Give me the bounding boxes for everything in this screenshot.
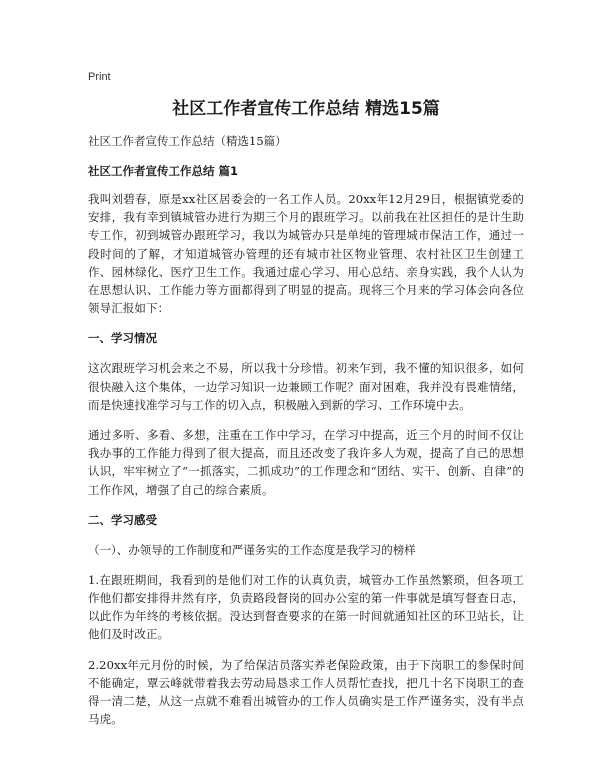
section-title: 社区工作者宣传工作总结 篇1 — [88, 164, 239, 178]
paragraph-feeling-1: 1.在跟班期间，我看到的是他们对工作的认真负责，城管办工作虽然繁琐，但各项工作他们都安排得井然有序，负责路段督岗的回办公室的第一件事就是填写督查日志，以此作为年终的考核依据。没达到督查要求的在第一时间就通知社区的环卫站长，让他们及时改正。 — [88, 572, 524, 642]
intro-paragraph: 我叫刘碧春，原是xx社区居委会的一名工作人员。20xx年12月29日，根据镇党委的安排，我有幸到镇城管办进行为期三个月的跟班学习。以前我在社区担任的是计生助专工作，初到城管办跟班学习，我以为城管办只是单纯的管理城市保洁工作，通过一段时间的了解，才知道城管办管理的还有城市社区物业管理、农村社区卫生创建工作、园林绿化、医疗卫生工作。我通过虚心学习、用心总结、亲身实践，我个人认为在思想认识、工作能力等方面都得到了明显的提高。现将三个月来的学习体会向各位领导汇报如下： — [88, 192, 524, 316]
document-page — [88, 68, 524, 740]
paragraph-study-1: 这次跟班学习机会来之不易，所以我十分珍惜。初来乍到，我不懂的知识很多，如何很快融入这个集体，一边学习知识一边兼顾工作呢？面对困难，我并没有畏难情绪，而是快速找准学习与工作的切入点，积极融入到新的学习、工作环境中去。 — [88, 361, 524, 412]
subheading-leadership: （一）、办领导的工作制度和严谨务实的工作态度是我学习的榜样 — [88, 542, 416, 557]
paragraph-feeling-2: 2.20xx年元月份的时候，为了给保洁员落实养老保险政策，由于下岗职工的参保时间不能确定，覃云峰就带着我去劳动局恳求工作人员帮忙查找，把几十名下岗职工的查得一清二楚，从这一点就不难看出城管办的工作人员确实是工作严谨务实，没有半点马虎。 — [88, 657, 524, 727]
print-link[interactable]: Print — [88, 71, 111, 83]
document-title: 社区工作者宣传工作总结 精选15篇 — [172, 99, 440, 119]
heading-study-feelings: 二、学习感受 — [88, 512, 157, 527]
document-subtitle: 社区工作者宣传工作总结（精选15篇） — [88, 134, 287, 148]
paragraph-study-2: 通过多听、多看、多想，注重在工作中学习，在学习中提高，近三个月的时间不仅让我办事的工作能力得到了很大提高，而且还改变了我许多人为观，提高了自己的思想认识，牢牢树立了“一抓落实，二抓成功”的工作理念和“团结、实干、创新、自律”的工作作风，增强了自己的综合素质。 — [88, 428, 524, 497]
heading-study-situation: 一、学习情况 — [88, 331, 157, 346]
